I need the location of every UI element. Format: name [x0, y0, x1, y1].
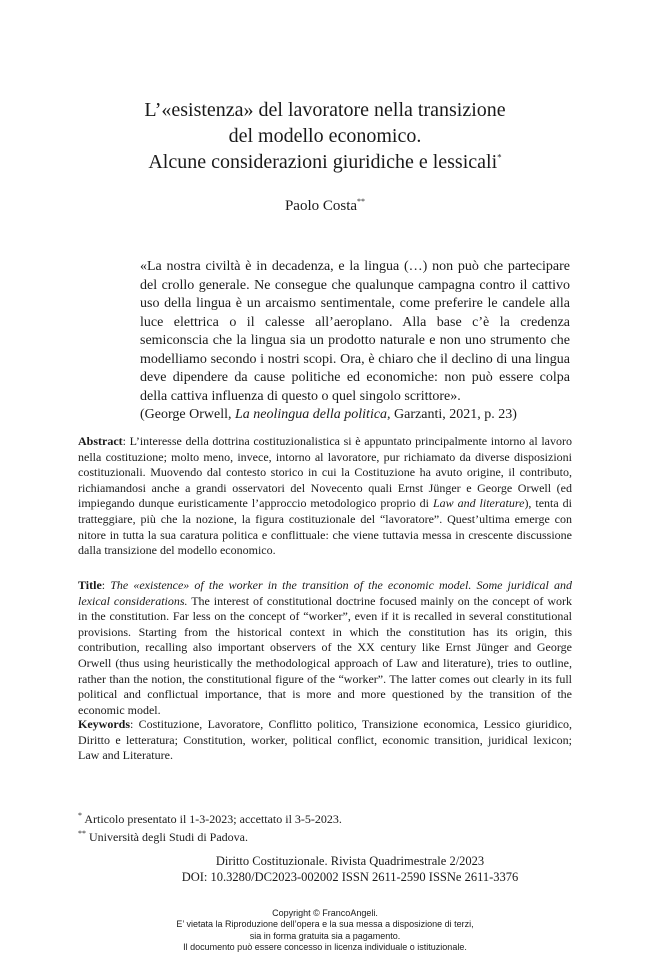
- copyright-line-4: Il documento può essere concesso in licenza individuale o istituzionale.: [183, 941, 467, 952]
- footnote-2-marker: **: [78, 829, 86, 838]
- title-en-label: Title: [78, 578, 102, 592]
- citation-prefix: (George Orwell,: [140, 407, 235, 422]
- abstract-text-2: ), tenta di tratteggiare, più che la nozione, la figura costituzionale del “lavoratore”. Quest’ultima emerge con nitore in tutta la sua caratura politica e conflittuale: che viene tuttavia messa in crescente discussione dalla transizione del modello economico.: [78, 496, 573, 558]
- copyright-line-2: E’ vietata la Riproduzione dell’opera e la sua messa a disposizione di terzi,: [176, 919, 474, 930]
- keywords-label: Keywords: [78, 717, 130, 731]
- epigraph-citation: [140, 406, 570, 425]
- copyright-line-3: sia in forma gratuita sia a pagamento.: [249, 930, 401, 941]
- footnote-1: [78, 812, 572, 827]
- title-line-3-text: Alcune considerazioni giuridiche e lessicali: [148, 151, 498, 173]
- author-name: Paolo Costa: [284, 198, 358, 214]
- epigraph-quote: «La nostra civiltà è in decadenza, e la lingua (…) non può che partecipare del crollo generale. Ne consegue che qualunque campagna contro il cattivo uso della lingua è un arcaismo sentimentale, come preferire le candele alla luce elettrica o il calesse all’aeroplano. Alla base c’è la credenza semiconscia che la lingua sia un prodotto naturale e non uno strumento che modelliamo secondo i nostri scopi. Ora, è chiaro che il declino di una lingua deve dipendere da cause politiche ed economiche: non può essere colpa della cattiva influenza di questo o quel singolo scrittore».: [140, 259, 570, 404]
- abstract-italic: Law and literature: [432, 496, 525, 511]
- abstract-label: Abstract: [78, 434, 123, 448]
- journal-doi: DOI: 10.3280/DC2023-002002 ISSN 2611-2590 ISSNe 2611-3376: [181, 870, 519, 884]
- citation-title: La neolingua della politica: [235, 407, 388, 422]
- author: [0, 198, 650, 215]
- title-line-3: [60, 149, 590, 175]
- citation-suffix: , Garzanti, 2021, p. 23): [387, 407, 517, 422]
- keywords-text: : Costituzione, Lavoratore, Conflitto politico, Transizione economica, Lessico giuridico, Diritto e letteratura; Constitution, worker, political conflict, economic transition, juridical lexicon; Law and Literature.: [78, 717, 572, 763]
- epigraph: [140, 258, 570, 425]
- author-footnote-marker[interactable]: **: [357, 197, 366, 206]
- title-line-1: L’«esistenza» del lavoratore nella transizione: [144, 99, 506, 121]
- copyright-notice: [60, 908, 590, 953]
- abstract-section: [78, 434, 572, 559]
- title-en-italic: The «existence» of the worker in the transition of the economic model. Some juridical and lexical considerations.: [78, 578, 572, 608]
- article-title: [60, 97, 590, 175]
- title-footnote-marker[interactable]: *: [497, 152, 502, 163]
- journal-info: [120, 853, 580, 885]
- footnote-1-text: Articolo presentato il 1-3-2023; accettato il 3-5-2023.: [82, 812, 342, 826]
- title-en-sep: :: [101, 578, 111, 592]
- english-title-section: [78, 578, 572, 718]
- footnote-2: [78, 830, 572, 845]
- title-line-2: del modello economico.: [228, 125, 422, 147]
- copyright-line-1: Copyright © FrancoAngeli.: [272, 908, 378, 918]
- footnote-1-marker: *: [78, 811, 82, 820]
- keywords-section: [78, 717, 572, 764]
- footnote-2-text: Università degli Studi di Padova.: [86, 830, 248, 844]
- title-en-text: The interest of constitutional doctrine focused mainly on the concept of work in the constitution. Far less on the concept of “worker”, even if it is recalled in several constitutional provisions. Starting from the historical context in which the constitution has its origin, this contribution, recalling also important observers of the XX century like Ernst Jünger and George Orwell (thus using heuristically the methodological approach of Law and literature), tries to outline, rather than the notion, the constitutional figure of the “worker”. The latter comes out clearly in its full political and conflictual importance, that is more and more questioned by the transition of the economic model.: [78, 593, 572, 717]
- journal-name: Diritto Costituzionale. Rivista Quadrimestrale 2/2023: [215, 854, 485, 868]
- abstract-text-1: : L’interesse della dottrina costituzionalistica si è appuntato principalmente intorno al lavoro nella costituzione; molto meno, invece, intorno al lavoratore, pur richiamato da diverse disposizioni costituzionali. Muovendo dal contesto storico in cui la Costituzione ha avuto origine, il contributo, richiamandosi anche a grandi osservatori del Novecento quali Ernst Jünger e George Orwell (ed impiegando dunque euristicamente l’approccio metodologico proprio di: [78, 434, 572, 511]
